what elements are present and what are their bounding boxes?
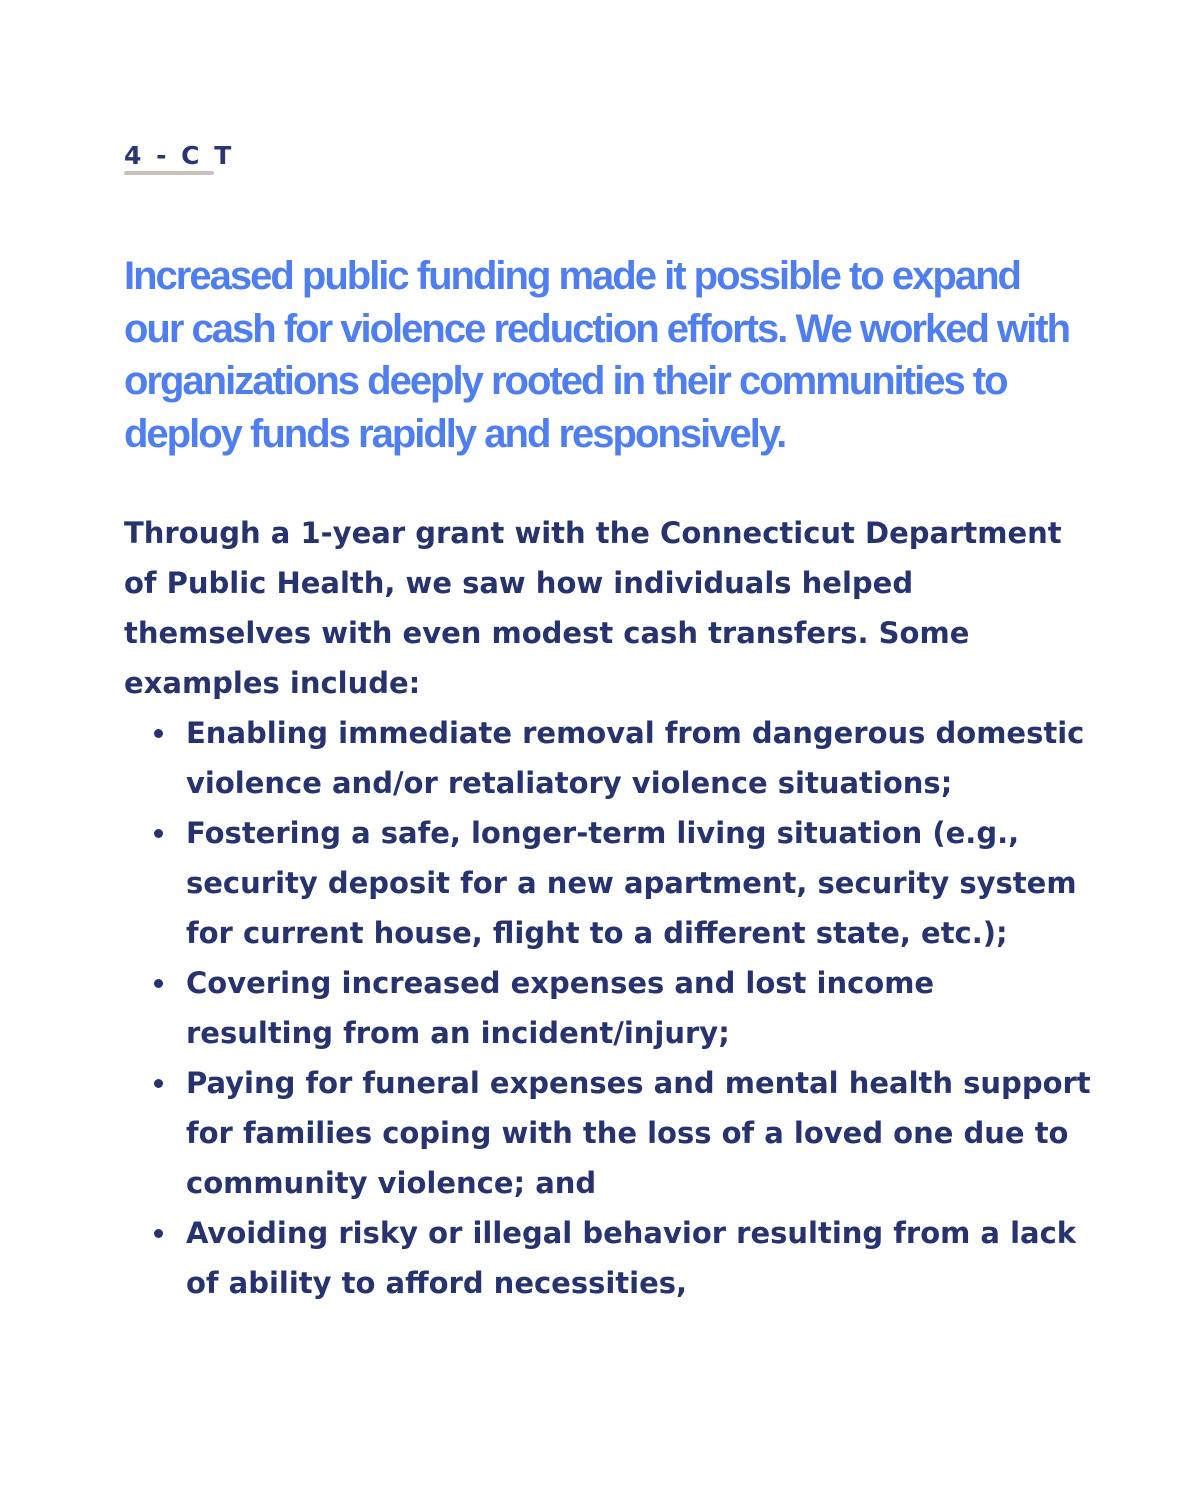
intro-paragraph: Through a 1-year grant with the Connecticut Department of Public Health, we saw how individuals helped themselves with even modest cash transfers. Some examples include:: [124, 516, 1062, 700]
bullet-icon: [154, 829, 163, 838]
list-item-text: Covering increased expenses and lost income resulting from an incident/injury;: [186, 966, 935, 1050]
list-item-text: Paying for funeral expenses and mental health support for families coping with the loss of a loved one due to community violence; and: [186, 1066, 1091, 1200]
examples-list: [186, 708, 1091, 1308]
list-item: [186, 708, 1091, 808]
list-item: [186, 808, 1091, 958]
bullet-icon: [154, 1229, 163, 1238]
headline: Increased public funding made it possible to expand our cash for violence reduction efforts. We worked with organizations deeply rooted in their communities to deploy funds rapidly and responsively.: [124, 254, 1069, 456]
list-item-text: Enabling immediate removal from dangerous domestic violence and/or retaliatory violence situations;: [186, 716, 1085, 800]
list-item: [186, 958, 1091, 1058]
list-item-text: Fostering a safe, longer-term living situation (e.g., security deposit for a new apartment, security system for current house, flight to a different state, etc.);: [186, 816, 1077, 950]
page-label: 4 - C T: [124, 141, 235, 170]
bullet-icon: [154, 979, 163, 988]
bullet-icon: [154, 729, 163, 738]
list-item: [186, 1058, 1091, 1208]
bullet-icon: [154, 1079, 163, 1088]
page-label-underline: [124, 171, 214, 175]
list-item-text: Avoiding risky or illegal behavior resulting from a lack of ability to afford necessities,: [186, 1216, 1077, 1300]
list-item: [186, 1208, 1091, 1308]
